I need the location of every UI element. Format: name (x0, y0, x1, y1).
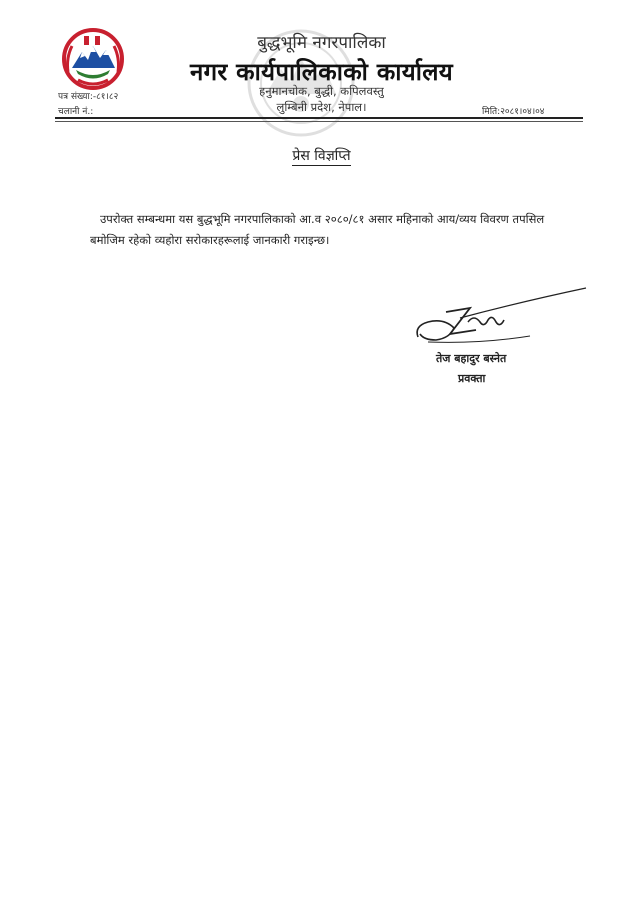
signatory-designation: प्रवक्ता (458, 372, 486, 385)
address-line-1: हनुमानचोक, बुद्धी, कपिलवस्तु (259, 84, 384, 98)
signatory-name: तेज बहादुर बस्नेत (436, 352, 507, 365)
header-divider-thin (55, 121, 583, 122)
municipality-name: बुद्धभूमि नगरपालिका (257, 33, 386, 53)
signature-mark (410, 282, 590, 352)
dispatch-number: चलानी नं.: (58, 107, 94, 117)
letter-number: पत्र संख्या:-८१।८२ (58, 92, 119, 102)
header-divider (55, 117, 583, 119)
document-body (90, 209, 560, 251)
office-title: नगर कार्यपालिकाको कार्यालय (189, 58, 454, 86)
body-paragraph: उपरोक्त सम्बन्धमा यस बुद्धभूमि नगरपालिकाको आ.व २०८०/८१ असार महिनाको आय/व्यय विवरण तपसिल बमोजिम रहेको व्यहोरा सरोकारहरूलाई जानकारी गराइन्छ। (90, 212, 545, 247)
document-title-text: प्रेस विज्ञप्ति (292, 148, 351, 164)
letter-date: मिति:२०८१।०४।०४ (482, 107, 545, 117)
document-title (0, 146, 643, 165)
address-line-2: लुम्बिनी प्रदेश, नेपाल। (276, 100, 367, 114)
